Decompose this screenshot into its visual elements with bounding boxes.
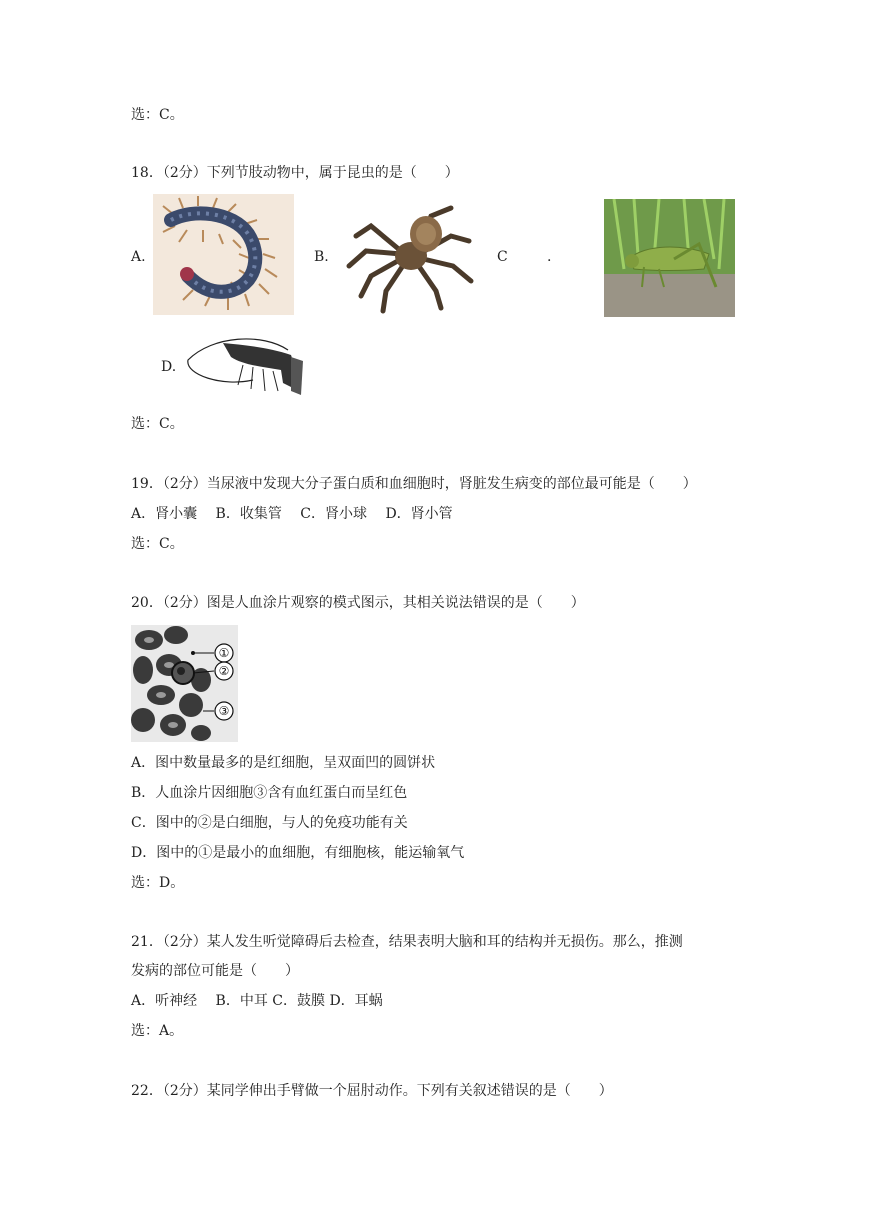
q19-stem: 19．（2分）当尿液中发现大分子蛋白质和血细胞时，肾脏发生病变的部位最可能是（ ） bbox=[131, 476, 697, 492]
q21-stem-line2: 发病的部位可能是（ ） bbox=[131, 963, 299, 979]
q20-option-b: B．人血涂片因细胞③含有血红蛋白而呈红色 bbox=[131, 785, 408, 801]
q21-options: A．听神经 B．中耳 C．鼓膜 D．耳蜗 bbox=[131, 993, 383, 1009]
q18-option-a-label: A. bbox=[131, 249, 146, 265]
q20-option-d: D．图中的①是最小的血细胞，有细胞核，能运输氧气 bbox=[131, 845, 465, 861]
shrimp-image bbox=[183, 325, 306, 405]
marker-2: ② bbox=[218, 664, 230, 678]
marker-1: ① bbox=[218, 646, 230, 660]
q20-option-a: A．图中数量最多的是红细胞，呈双面凹的圆饼状 bbox=[131, 755, 436, 771]
q22-stem: 22．（2分）某同学伸出手臂做一个屈肘动作。下列有关叙述错误的是（ ） bbox=[131, 1083, 613, 1099]
q18-stem: 18．（2分）下列节肢动物中，属于昆虫的是（ ） bbox=[131, 165, 459, 181]
q19-answer: 选：C。 bbox=[131, 536, 184, 552]
q18-option-c-dot: . bbox=[547, 249, 552, 265]
q18-option-d-label: D. bbox=[161, 359, 177, 375]
grasshopper-image bbox=[604, 199, 735, 317]
q18-option-c-label: C bbox=[497, 249, 508, 265]
q21-stem-line1: 21．（2分）某人发生听觉障碍后去检查，结果表明大脑和耳的结构并无损伤。那么，推测 bbox=[131, 934, 683, 950]
marker-3: ③ bbox=[218, 704, 230, 718]
q20-answer: 选：D。 bbox=[131, 875, 185, 891]
q19-options: A．肾小囊 B．收集管 C．肾小球 D．肾小管 bbox=[131, 506, 453, 522]
q18-answer: 选：C。 bbox=[131, 416, 184, 432]
q21-answer: 选：A。 bbox=[131, 1023, 184, 1039]
q20-stem: 20．（2分）图是人血涂片观察的模式图示，其相关说法错误的是（ ） bbox=[131, 595, 585, 611]
centipede-image bbox=[153, 194, 294, 315]
q18-option-b-label: B. bbox=[314, 249, 329, 265]
blood-smear-figure bbox=[131, 625, 238, 742]
spider-image bbox=[341, 196, 476, 316]
prev-answer: 选：C。 bbox=[131, 107, 184, 123]
q20-option-c: C．图中的②是白细胞，与人的免疫功能有关 bbox=[131, 815, 408, 831]
